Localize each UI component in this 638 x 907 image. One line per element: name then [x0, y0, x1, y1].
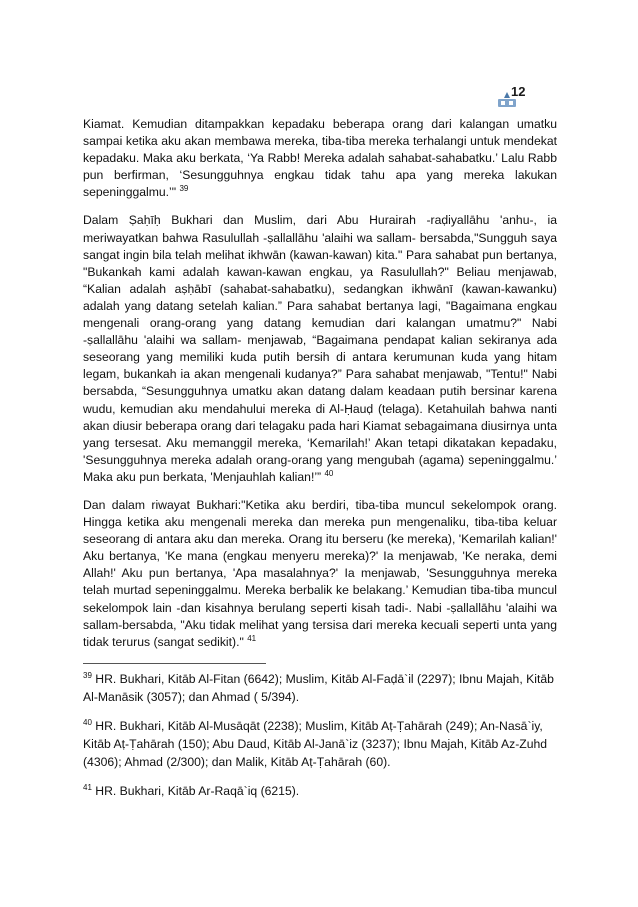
- footnote-ref[interactable]: 41: [247, 633, 257, 643]
- footnote-text: HR. Bukhari, Kitāb Al-Musāqāt (2238); Muslim, Kitāb Aṭ-Ṭahārah (249); An-Nasā`iy, Kitāb Aṭ-Ṭahārah (150); Abu Daud, Kitāb Al-Janā`iz (3237); Ibnu Majah, Kitāb Az-Zuhd (4306); Ahmad (2/300); dan Malik, Kitāb Aṭ-Ṭahārah (60).: [83, 719, 548, 769]
- paragraph-text: Kiamat. Kemudian ditampakkan kepadaku beberapa orang dari kalangan umatku sampai ketika aku akan membawa mereka, tiba-tiba mereka terhalangi untuk mendekat kepadaku. Maka aku berkata, ‘Ya Rabb! Mereka adalah sahabat-sahabatku.’ Lalu Rabb pun berfirman, ‘Sesungguhnya engkau tidak tahu apa yang mereka lakukan sepeninggalmu.’": [83, 117, 557, 200]
- footnote-divider: [83, 663, 266, 664]
- paragraph-text: Dalam Ṣaḥīḥ Bukhari dan Muslim, dari Abu Hurairah -raḍiyallāhu 'anhu-, ia meriwayatkan bahwa Rasulullah -ṣallallāhu 'alaihi wa sallam- bersabda,"Sungguh saya sangat ingin bila telah melihat ikhwān (kawan-kawan) kita." Para sahabat pun bertanya, "Bukankah kami adalah kawan-kawan engkau, ya Rasulullah?" Beliau menjawab, “Kalian adalah aṣḥābī (sahabat-sahabatku), sedangkan ikhwānī (kawan-kawanku) adalah yang datang setelah kalian.” Para sahabat bertanya lagi, "Bagaimana engkau mengenali orang-orang yang datang kemudian dari kalangan umatmu?" Nabi -ṣallallāhu 'alaihi wa sallam- menjawab, “Bagaimana pendapat kalian sekiranya ada seseorang yang memiliki kuda putih bersih di antara kerumunan kuda yang hitam legam, bukankah ia akan mengenali kudanya?” Para sahabat menjawab, "Tentu!" Nabi bersabda, “Sesungguhnya umatku akan datang dalam keadaan putih bersinar karena wudu, kemudian aku mendahului mereka di Al-Ḥauḍ (telaga). Ketahuilah bahwa nanti akan diusir beberapa orang dari telagaku pada hari Kiamat sebagaimana diusirnya unta yang tersesat. Aku memanggil mereka, ‘Kemarilah!’ Akan tetapi dikatakan kepadaku, 'Sesungguhnya mereka adalah orang-orang yang mengubah (agama) sepeninggalmu.’ Maka aku pun berkata, 'Menjauhlah kalian!’”: [83, 213, 557, 484]
- footnote-text: HR. Bukhari, Kitāb Ar-Raqā`iq (6215).: [95, 784, 300, 798]
- main-text: [83, 116, 557, 662]
- paragraph-text: Dan dalam riwayat Bukhari:"Ketika aku berdiri, tiba-tiba muncul sekelompok orang. Hingga ketika aku mengenali mereka dan mereka pun mengenaliku, tiba-tiba keluar seseorang di antara aku dan mereka. Orang itu berseru (ke mereka), 'Kemarilah kalian!' Aku bertanya, 'Ke mana (engkau menyeru mereka)?' Ia menjawab, 'Ke neraka, demi Allah!' Aku pun bertanya, 'Apa masalahnya?' Ia menjawab, 'Sesungguhnya mereka telah murtad sepeninggalmu. Mereka berbalik ke belakang.’ Kemudian tiba-tiba muncul sekelompok lain -dan kisahnya berulang seperti kisah tadi-. Nabi -ṣallallāhu 'alaihi wa sallam-bersabda, "Aku tidak melihat yang tersisa dari mereka kecuali seperti unta yang tidak terurus (sangat sedikit).": [83, 497, 557, 649]
- footnote-number: 41: [83, 782, 92, 792]
- paragraph: [83, 212, 557, 486]
- footnote: [83, 717, 557, 771]
- page-number: 12: [511, 84, 526, 99]
- footnote: [83, 670, 557, 706]
- footnote-ref[interactable]: 39: [179, 184, 189, 194]
- footnote-number: 39: [83, 670, 92, 680]
- paragraph: [83, 116, 557, 201]
- footnote: [83, 782, 557, 800]
- footnotes: [83, 670, 557, 811]
- footnote-number: 40: [83, 717, 92, 727]
- dq-logo-icon: [496, 92, 518, 108]
- footnote-ref[interactable]: 40: [324, 468, 334, 478]
- footnote-text: HR. Bukhari, Kitāb Al-Fitan (6642); Muslim, Kitāb Al-Faḍā`il (2297); Ibnu Majah, Kitāb Al-Manāsik (3057); dan Ahmad ( 5/394).: [83, 672, 554, 704]
- paragraph: [83, 497, 557, 651]
